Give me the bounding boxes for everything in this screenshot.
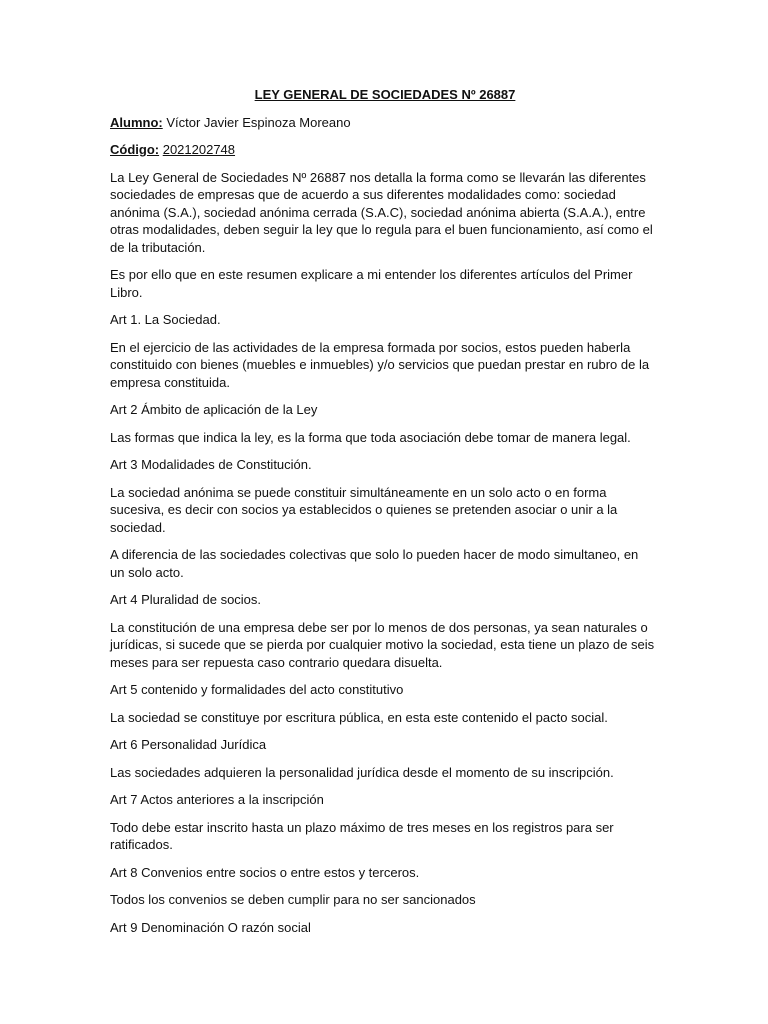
article-heading: Art 6 Personalidad Jurídica — [110, 737, 267, 752]
article-heading: Art 5 contenido y formalidades del acto constitutivo — [110, 682, 404, 697]
article-body: En el ejercicio de las actividades de la empresa formada por socios, estos pueden haberla constituido con bienes (muebles e inmuebles) y/o servicios que puedan prestar en rubro de la empresa constituida. — [110, 339, 650, 390]
summary-paragraph: Es por ello que en este resumen explicare a mi entender los diferentes artículos del Primer Libro. — [110, 267, 633, 300]
code-line — [110, 141, 656, 159]
article-body: A diferencia de las sociedades colectivas que solo lo pueden hacer de modo simultaneo, en un solo acto. — [110, 547, 639, 580]
article-heading: Art 3 Modalidades de Constitución. — [110, 457, 312, 472]
intro-paragraph: La Ley General de Sociedades Nº 26887 nos detalla la forma como se llevarán las diferentes sociedades de empresas que de acuerdo a sus diferentes modalidades como: sociedad anónima (S.A.), sociedad anónima cerrada (S.A.C), sociedad anónima abierta (S.A.A.), entre otras modalidades, deben seguir la ley que lo regula para el buen funcionamiento, así como el de la tributación. — [110, 169, 653, 255]
document-page — [110, 86, 656, 946]
code-label: Código: — [110, 142, 160, 157]
article-heading: Art 9 Denominación O razón social — [110, 919, 311, 935]
article-heading: Art 7 Actos anteriores a la inscripción — [110, 792, 324, 807]
article-heading: Art 4 Pluralidad de socios. — [110, 592, 262, 607]
student-name: Víctor Javier Espinoza Moreano — [166, 114, 351, 130]
article-body: Todo debe estar inscrito hasta un plazo máximo de tres meses en los registros para ser ratificados. — [110, 819, 614, 852]
article-body: Las sociedades adquieren la personalidad jurídica desde el momento de su inscripción. — [110, 764, 614, 780]
student-label: Alumno: — [110, 114, 163, 130]
article-heading: Art 1. La Sociedad. — [110, 312, 221, 327]
article-body: Las formas que indica la ley, es la forma que toda asociación debe tomar de manera legal. — [110, 429, 631, 445]
article-heading: Art 2 Ámbito de aplicación de la Ley — [110, 402, 318, 417]
article-body: Todos los convenios se deben cumplir para no ser sancionados — [110, 892, 476, 907]
student-line — [110, 114, 656, 132]
article-heading: Art 8 Convenios entre socios o entre estos y terceros. — [110, 864, 420, 880]
code-value: 2021202748 — [162, 142, 236, 157]
document-title: LEY GENERAL DE SOCIEDADES Nº 26887 — [254, 87, 516, 102]
article-body: La sociedad se constituye por escritura pública, en esta este contenido el pacto social. — [110, 709, 608, 725]
article-body: La sociedad anónima se puede constituir simultáneamente en un solo acto o en forma sucesiva, es decir con socios ya establecidos o quienes se pretenden asociar o unir a la sociedad. — [110, 484, 618, 535]
article-body: La constitución de una empresa debe ser por lo menos de dos personas, ya sean naturales o jurídicas, si sucede que se pierda por cualquier motivo la sociedad, esta tiene un plazo de seis meses para ser repuesta caso contrario quedara disuelta. — [110, 619, 655, 670]
